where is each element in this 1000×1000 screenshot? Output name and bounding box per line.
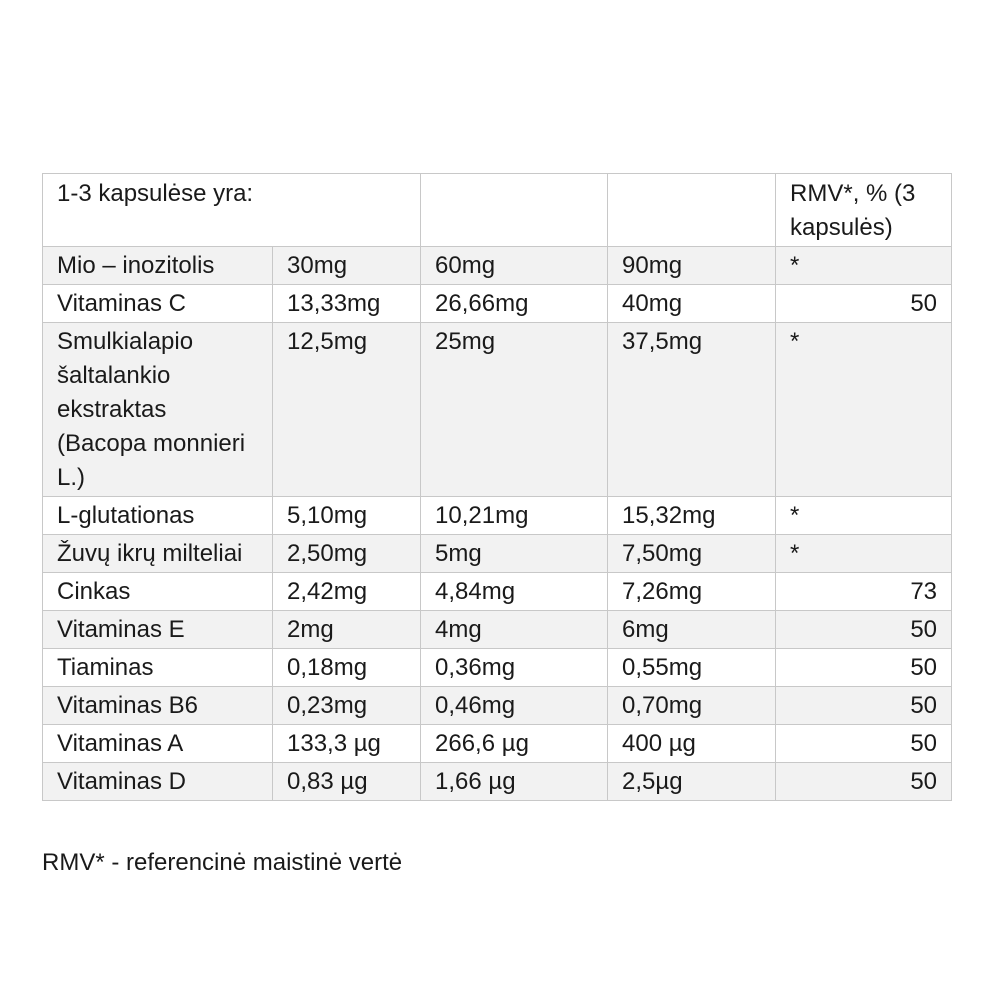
- table-row: [43, 725, 952, 763]
- rmv-value: *: [776, 247, 952, 285]
- rmv-value: *: [776, 497, 952, 535]
- amount-2-capsules: 4mg: [421, 611, 608, 649]
- header-label: 1-3 kapsulėse yra:: [43, 174, 421, 247]
- amount-3-capsules: 7,50mg: [608, 535, 776, 573]
- ingredient-name: Mio – inozitolis: [43, 247, 273, 285]
- rmv-value: 50: [776, 763, 952, 801]
- nutrition-table-container: [42, 173, 951, 801]
- rmv-value: 50: [776, 285, 952, 323]
- table-header-row: [43, 174, 952, 247]
- table-row: [43, 611, 952, 649]
- amount-1-capsule: 30mg: [273, 247, 421, 285]
- table-row: [43, 247, 952, 285]
- ingredient-name: Vitaminas D: [43, 763, 273, 801]
- amount-2-capsules: 1,66 µg: [421, 763, 608, 801]
- ingredient-name: Cinkas: [43, 573, 273, 611]
- rmv-value: 50: [776, 725, 952, 763]
- amount-1-capsule: 0,83 µg: [273, 763, 421, 801]
- rmv-value: 50: [776, 611, 952, 649]
- amount-2-capsules: 0,46mg: [421, 687, 608, 725]
- ingredient-name: Vitaminas B6: [43, 687, 273, 725]
- amount-2-capsules: 10,21mg: [421, 497, 608, 535]
- table-row: [43, 497, 952, 535]
- amount-3-capsules: 40mg: [608, 285, 776, 323]
- amount-1-capsule: 2,50mg: [273, 535, 421, 573]
- amount-3-capsules: 15,32mg: [608, 497, 776, 535]
- rmv-value: *: [776, 323, 952, 497]
- amount-3-capsules: 37,5mg: [608, 323, 776, 497]
- amount-1-capsule: 13,33mg: [273, 285, 421, 323]
- ingredient-name: Vitaminas C: [43, 285, 273, 323]
- amount-3-capsules: 6mg: [608, 611, 776, 649]
- ingredient-name: Vitaminas A: [43, 725, 273, 763]
- amount-2-capsules: 266,6 µg: [421, 725, 608, 763]
- header-cell-empty: [608, 174, 776, 247]
- ingredient-name: Vitaminas E: [43, 611, 273, 649]
- amount-1-capsule: 0,23mg: [273, 687, 421, 725]
- table-row: [43, 763, 952, 801]
- table-row: [43, 285, 952, 323]
- amount-1-capsule: 12,5mg: [273, 323, 421, 497]
- table-row: [43, 649, 952, 687]
- amount-3-capsules: 0,55mg: [608, 649, 776, 687]
- ingredient-name: L-glutationas: [43, 497, 273, 535]
- amount-3-capsules: 0,70mg: [608, 687, 776, 725]
- table-row: [43, 535, 952, 573]
- rmv-footnote: RMV* - referencinė maistinė vertė: [42, 849, 403, 876]
- amount-1-capsule: 2mg: [273, 611, 421, 649]
- amount-2-capsules: 5mg: [421, 535, 608, 573]
- table-row: [43, 573, 952, 611]
- amount-3-capsules: 2,5µg: [608, 763, 776, 801]
- header-cell-empty: [421, 174, 608, 247]
- amount-2-capsules: 60mg: [421, 247, 608, 285]
- amount-3-capsules: 400 µg: [608, 725, 776, 763]
- amount-1-capsule: 0,18mg: [273, 649, 421, 687]
- rmv-value: 50: [776, 687, 952, 725]
- ingredient-name: Smulkialapio šaltalankio ekstraktas (Bacopa monnieri L.): [43, 323, 273, 497]
- ingredient-name: Žuvų ikrų milteliai: [43, 535, 273, 573]
- amount-2-capsules: 26,66mg: [421, 285, 608, 323]
- table-row: [43, 687, 952, 725]
- ingredient-name: Tiaminas: [43, 649, 273, 687]
- rmv-value: *: [776, 535, 952, 573]
- header-rmv: RMV*, % (3 kapsulės): [776, 174, 952, 247]
- amount-2-capsules: 25mg: [421, 323, 608, 497]
- amount-1-capsule: 5,10mg: [273, 497, 421, 535]
- amount-1-capsule: 2,42mg: [273, 573, 421, 611]
- table-row: [43, 323, 952, 497]
- nutrition-table: [42, 173, 952, 801]
- amount-3-capsules: 90mg: [608, 247, 776, 285]
- rmv-value: 50: [776, 649, 952, 687]
- amount-3-capsules: 7,26mg: [608, 573, 776, 611]
- amount-2-capsules: 4,84mg: [421, 573, 608, 611]
- rmv-value: 73: [776, 573, 952, 611]
- amount-2-capsules: 0,36mg: [421, 649, 608, 687]
- amount-1-capsule: 133,3 µg: [273, 725, 421, 763]
